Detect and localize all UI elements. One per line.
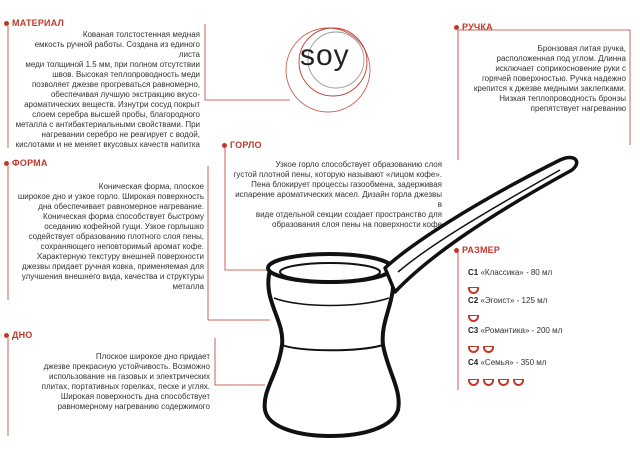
material-title [4, 18, 64, 28]
dno-line: плитах, портативных горелках, песке и углях. [41, 382, 210, 391]
ruchka-text [462, 44, 626, 114]
cup-icon [483, 379, 494, 386]
material-line: позволяет джезве прогреваться равномерно, [31, 80, 200, 89]
gorlo-title [222, 140, 262, 150]
forma-title-text: ФОРМА [12, 158, 48, 168]
bullet-icon [4, 333, 9, 338]
ruchka-line: исключает соприкосновение руки с [495, 64, 626, 73]
material-title-text: МАТЕРИАЛ [12, 18, 65, 28]
size-code: C4 [468, 358, 479, 367]
material-line: емкость ручной работы. Создана из единого листа [34, 40, 200, 59]
cups-c2 [468, 309, 483, 327]
bullet-icon [454, 248, 459, 253]
cup-icon [468, 315, 479, 322]
gorlo-line: Узкое горло способствует образованию слоя [275, 160, 442, 169]
cups-c4 [468, 373, 528, 391]
brand-logo: soy [300, 39, 350, 72]
dno-line: Плоское широкое дно придает [95, 352, 210, 361]
material-line: Кованая толстостенная медная [82, 30, 200, 39]
dno-title-text: ДНО [12, 330, 33, 340]
size-name: «Романтика» - 200 мл [480, 326, 563, 335]
forma-line: содействует образованию плотного слоя пены, [28, 232, 204, 241]
dno-line: равномерному нагреванию содержимого [57, 402, 210, 411]
ruchka-line: Бронзовая литая ручка, [537, 44, 626, 53]
forma-line: металла [172, 282, 204, 291]
material-connector [205, 24, 290, 100]
forma-line: джезвы придает ручная ковка, применяемая для [22, 262, 204, 271]
size-name: «Эгоист» - 125 мл [480, 296, 548, 305]
cups-c3 [468, 340, 498, 358]
dno-text [14, 352, 210, 412]
ruchka-line: препятствует нагреванию [530, 104, 626, 113]
ruchka-line: горячей поверхностью. Ручка надежно [481, 74, 626, 83]
material-line: меди толщиной 1.5 мм, при полном отсутствии [25, 60, 200, 69]
razmer-title [454, 245, 500, 255]
gorlo-line: испарение ароматических масел. Дизайн горла джезвы в [235, 190, 442, 209]
material-text [14, 30, 200, 150]
forma-line: оседанию кофейной гущи. Узкое горлышко [44, 222, 204, 231]
dno-title [4, 330, 33, 340]
forma-line: Коническая форма, плоское [98, 182, 204, 191]
cup-icon [483, 346, 494, 353]
size-code: C1 [468, 268, 479, 277]
material-line: ароматических веществ. Изнутри сосуд покрыт [24, 100, 200, 109]
forma-title [4, 158, 48, 168]
dno-connector [215, 338, 265, 385]
cup-icon [468, 346, 479, 353]
size-row-c3 [468, 326, 562, 335]
bullet-icon [4, 161, 9, 166]
gorlo-text [232, 160, 442, 230]
size-code: C3 [468, 326, 479, 335]
ruchka-line: крепится к джезве медными заклепками. [473, 84, 626, 93]
bullet-icon [4, 21, 9, 26]
gorlo-line: Пена блокирует процессы газообмена, задерживая [251, 180, 442, 189]
cup-icon [513, 379, 524, 386]
size-row-c2 [468, 296, 547, 305]
size-row-c1 [468, 268, 552, 277]
material-line: нагревании серебро не реагирует с водой, [41, 130, 200, 139]
ruchka-title-text: РУЧКА [462, 22, 493, 32]
bullet-icon [454, 25, 459, 30]
gorlo-line: образования слоя пены на поверхности кофе [272, 220, 442, 229]
gorlo-line: виде отдельной секции создает пространство для [255, 210, 442, 219]
forma-text [14, 182, 204, 292]
forma-line: широкое дно и узкое горло. Широкая поверхность [17, 192, 204, 201]
cup-icon [468, 287, 479, 294]
dno-line: Широкая поверхность дна способствует [60, 392, 210, 401]
size-name: «Классика» - 80 мл [480, 268, 553, 277]
gorlo-line: густой плотной пены, которую называют «лицом кофе». [233, 170, 442, 179]
ruchka-line: расположенная под углом. Длинна [496, 54, 626, 63]
ruchka-line: Низкая теплопроводность бронзы [499, 94, 626, 103]
size-code: C2 [468, 296, 479, 305]
forma-line: дна обеспечивает равномерное нагревание. [38, 202, 204, 211]
material-line: кислотами и не меняет вкусовых качеств напитка [15, 140, 200, 149]
dno-line: джезве прекрасную устойчивость. Возможно [43, 362, 210, 371]
dno-line: использование на газовых и электрических [48, 372, 210, 381]
forma-line: Коническая форма способствует быстрому [43, 212, 204, 221]
material-line: швов. Высокая теплопроводность меди [52, 70, 200, 79]
material-line: слоем серебра высшей пробы, благородного [32, 110, 200, 119]
size-row-c4 [468, 358, 546, 367]
forma-line: Характерную текстуру внешней поверхности [36, 252, 204, 261]
razmer-title-text: РАЗМЕР [462, 245, 501, 255]
size-name: «Семья» - 350 мл [480, 358, 547, 367]
cup-icon [498, 379, 509, 386]
ruchka-title [454, 22, 493, 32]
material-line: металла с антибактериальными свойствами. При [15, 120, 200, 129]
cup-icon [468, 379, 479, 386]
material-line: обеспечивая лучшую экстракцию вкусо- [50, 90, 200, 99]
bullet-icon [222, 143, 227, 148]
forma-line: улучшения внешнего вида, качества и структуры [21, 272, 204, 281]
gorlo-title-text: ГОРЛО [230, 140, 262, 150]
forma-line: сохраняющего неповторимый аромат кофе. [40, 242, 204, 251]
